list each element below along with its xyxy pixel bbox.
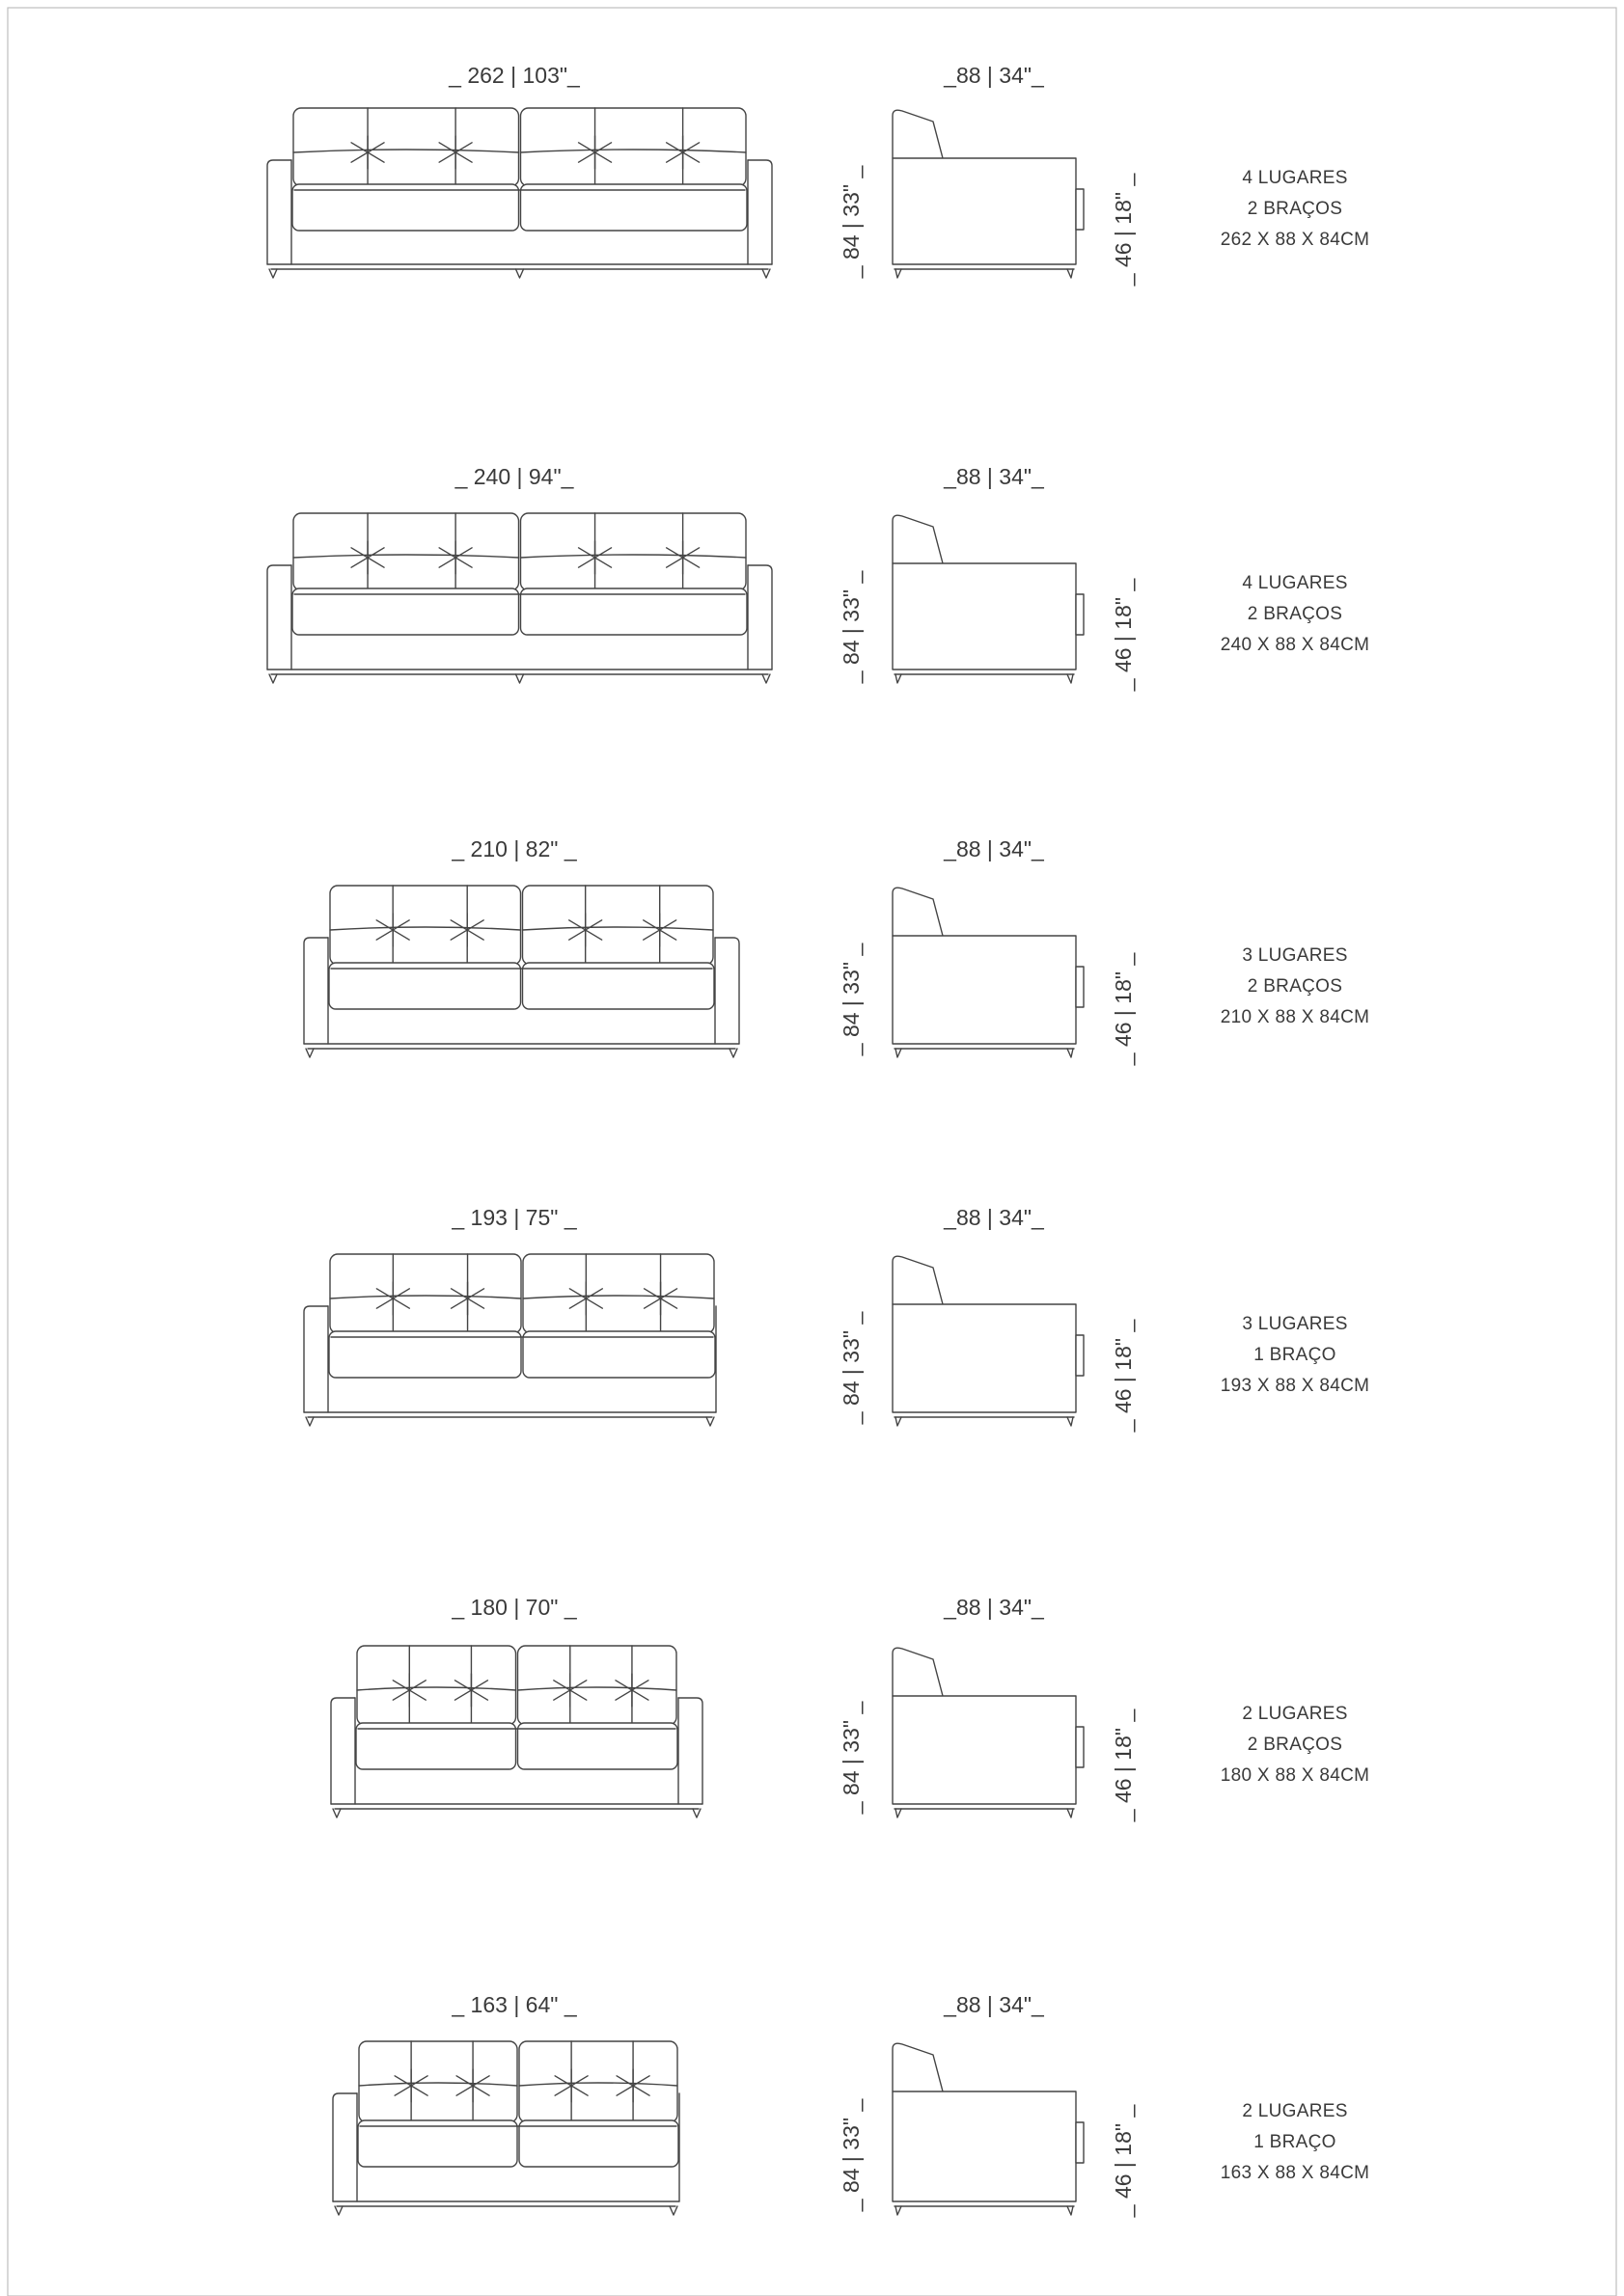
seat-height-label: _ 46 | 18" _ <box>1111 1319 1136 1433</box>
side-back-leg <box>895 1049 901 1057</box>
back-cushion-right <box>523 1254 714 1333</box>
side-back-profile <box>893 110 943 158</box>
side-back-profile <box>893 1648 943 1696</box>
back-cushion-left <box>357 1646 516 1725</box>
left-arm <box>304 1306 328 1412</box>
seat-cushion-right <box>518 1723 678 1769</box>
right-arm <box>678 1698 702 1804</box>
model-262 <box>267 63 1369 287</box>
sofa-front-view <box>267 513 772 683</box>
sofa-leg <box>306 1417 314 1426</box>
seat-cushion-left <box>329 963 521 1009</box>
height-dimension-label: _ 84 | 33" _ <box>839 570 864 684</box>
seats-label: 3 LUGARES <box>1242 945 1348 966</box>
seat-cushion-right <box>521 588 748 635</box>
sofa-front-view <box>304 1254 716 1426</box>
height-dimension-label: _ 84 | 33" _ <box>839 165 864 279</box>
height-dimension-label: _ 84 | 33" _ <box>839 1701 864 1815</box>
dimensions-label: 262 X 88 X 84CM <box>1220 230 1370 250</box>
model-210 <box>304 836 1369 1066</box>
sofa-leg <box>706 1417 714 1426</box>
side-back-leg <box>895 1809 901 1818</box>
side-arm-box <box>893 158 1076 264</box>
side-back-profile <box>893 1256 943 1304</box>
side-cushion-tab <box>1076 967 1084 1007</box>
sofa-leg <box>335 2206 343 2215</box>
sofa-leg <box>693 1809 701 1818</box>
left-arm <box>304 938 328 1044</box>
left-arm <box>267 565 291 670</box>
sofa-leg <box>269 674 277 683</box>
side-depth-label: _88 | 34"_ <box>944 1595 1044 1620</box>
left-arm <box>267 160 291 264</box>
sofa-front-view <box>304 886 739 1057</box>
seat-cushion-left <box>356 1723 516 1769</box>
seat-cushion-right <box>523 1331 715 1378</box>
right-arm <box>748 160 772 264</box>
dimensions-label: 240 X 88 X 84CM <box>1220 635 1370 655</box>
seat-cushion-left <box>292 588 519 635</box>
sofa-leg <box>762 674 770 683</box>
back-cushion-left <box>293 513 519 590</box>
seat-cushion-left <box>292 184 519 231</box>
side-back-leg <box>895 2206 901 2215</box>
height-dimension-label: _ 84 | 33" _ <box>839 1311 864 1425</box>
side-back-leg <box>895 674 901 683</box>
sofa-side-view <box>893 1648 1084 1818</box>
model-180 <box>331 1595 1369 1822</box>
sofa-leg <box>269 269 277 278</box>
seat-height-label: _ 46 | 18" _ <box>1111 2104 1136 2218</box>
back-cushion-right <box>521 108 747 186</box>
seat-height-label: _ 46 | 18" _ <box>1111 578 1136 692</box>
back-cushion-right <box>519 2041 677 2122</box>
sofa-front-view <box>267 108 772 278</box>
front-width-label: _ 240 | 94"_ <box>454 464 574 489</box>
side-depth-label: _88 | 34"_ <box>944 464 1044 489</box>
seat-cushion-left <box>358 2120 517 2167</box>
side-arm-box <box>893 1696 1076 1804</box>
arms-label: 2 BRAÇOS <box>1247 604 1343 624</box>
height-dimension-label: _ 84 | 33" _ <box>839 2098 864 2212</box>
page-frame <box>8 8 1616 2296</box>
seat-cushion-right <box>519 2120 678 2167</box>
side-depth-label: _88 | 34"_ <box>944 1992 1044 2017</box>
side-back-profile <box>893 888 943 936</box>
left-arm <box>331 1698 355 1804</box>
side-front-leg <box>1067 269 1073 278</box>
left-arm <box>333 2093 357 2201</box>
sofa-front-view <box>333 2041 679 2215</box>
side-arm-box <box>893 936 1076 1044</box>
sofa-side-view <box>893 110 1084 278</box>
side-cushion-tab <box>1076 1335 1084 1376</box>
sofa-side-view <box>893 1256 1084 1426</box>
right-arm <box>715 938 739 1044</box>
arms-label: 2 BRAÇOS <box>1247 1735 1343 1755</box>
model-240 <box>267 464 1369 692</box>
arms-label: 1 BRAÇO <box>1253 1345 1336 1365</box>
side-front-leg <box>1067 2206 1073 2215</box>
seat-height-label: _ 46 | 18" _ <box>1111 1708 1136 1822</box>
seats-label: 2 LUGARES <box>1242 2101 1348 2121</box>
dimensions-label: 193 X 88 X 84CM <box>1220 1376 1370 1396</box>
sofa-leg <box>516 269 524 278</box>
side-arm-box <box>893 1304 1076 1412</box>
seats-label: 4 LUGARES <box>1242 168 1348 188</box>
seats-label: 4 LUGARES <box>1242 573 1348 593</box>
arms-label: 1 BRAÇO <box>1253 2132 1336 2152</box>
dimensions-label: 210 X 88 X 84CM <box>1220 1007 1370 1027</box>
height-dimension-label: _ 84 | 33" _ <box>839 943 864 1056</box>
side-back-profile <box>893 2043 943 2091</box>
sofa-side-view <box>893 515 1084 683</box>
sofa-leg <box>516 674 524 683</box>
front-width-label: _ 210 | 82" _ <box>452 836 577 861</box>
side-arm-box <box>893 563 1076 670</box>
sofa-leg <box>333 1809 341 1818</box>
model-193 <box>304 1205 1369 1433</box>
sofa-leg <box>729 1049 737 1057</box>
side-cushion-tab <box>1076 189 1084 230</box>
side-cushion-tab <box>1076 594 1084 635</box>
seat-height-label: _ 46 | 18" _ <box>1111 952 1136 1066</box>
seats-label: 2 LUGARES <box>1242 1704 1348 1724</box>
side-back-profile <box>893 515 943 563</box>
arms-label: 2 BRAÇOS <box>1247 976 1343 997</box>
dimensions-label: 163 X 88 X 84CM <box>1220 2163 1370 2183</box>
sofa-front-view <box>331 1646 702 1818</box>
back-cushion-left <box>330 886 521 965</box>
side-back-leg <box>895 269 901 278</box>
side-depth-label: _88 | 34"_ <box>944 836 1044 861</box>
model-163 <box>333 1992 1369 2218</box>
back-cushion-right <box>521 513 747 590</box>
back-cushion-left <box>359 2041 517 2122</box>
side-front-leg <box>1067 674 1073 683</box>
side-depth-label: _88 | 34"_ <box>944 63 1044 88</box>
sofa-side-view <box>893 2043 1084 2215</box>
sofa-leg <box>762 269 770 278</box>
side-front-leg <box>1067 1809 1073 1818</box>
sofa-side-view <box>893 888 1084 1057</box>
side-back-leg <box>895 1417 901 1426</box>
side-cushion-tab <box>1076 2122 1084 2163</box>
seats-label: 3 LUGARES <box>1242 1314 1348 1334</box>
front-width-label: _ 193 | 75" _ <box>452 1205 577 1230</box>
seat-cushion-right <box>521 184 748 231</box>
arms-label: 2 BRAÇOS <box>1247 199 1343 219</box>
front-width-label: _ 163 | 64" _ <box>452 1992 577 2017</box>
side-depth-label: _88 | 34"_ <box>944 1205 1044 1230</box>
seat-cushion-left <box>329 1331 521 1378</box>
back-cushion-right <box>518 1646 677 1725</box>
back-cushion-left <box>330 1254 521 1333</box>
seat-height-label: _ 46 | 18" _ <box>1111 173 1136 287</box>
seat-cushion-right <box>523 963 715 1009</box>
front-width-label: _ 180 | 70" _ <box>452 1595 577 1620</box>
sofa-leg <box>670 2206 677 2215</box>
back-cushion-right <box>523 886 714 965</box>
dimensions-label: 180 X 88 X 84CM <box>1220 1765 1370 1786</box>
side-front-leg <box>1067 1417 1073 1426</box>
side-cushion-tab <box>1076 1727 1084 1767</box>
back-cushion-left <box>293 108 519 186</box>
side-arm-box <box>893 2091 1076 2201</box>
front-width-label: _ 262 | 103"_ <box>449 63 580 88</box>
right-arm <box>748 565 772 670</box>
sofa-leg <box>306 1049 314 1057</box>
side-front-leg <box>1067 1049 1073 1057</box>
